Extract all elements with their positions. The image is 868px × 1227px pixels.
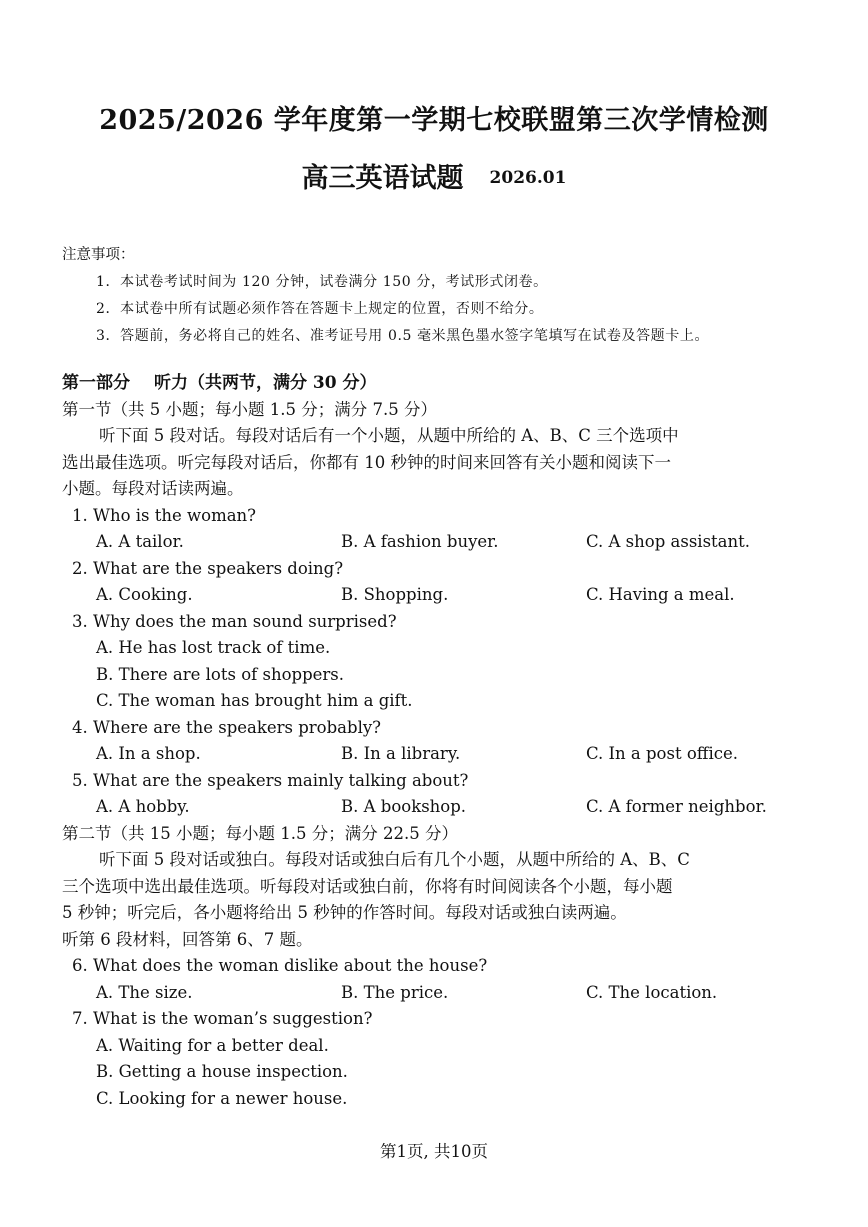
section2-instruction: 5 秒钟；听完后，各小题将给出 5 秒钟的作答时间。每段对话或独白读两遍。 (62, 903, 627, 922)
exam-date: 2026.01 (489, 168, 567, 188)
note-item: 1．本试卷考试时间为 120 分钟，试卷满分 150 分，考试形式闭卷。 (96, 274, 548, 290)
notes-block (62, 242, 709, 350)
question-2: 2. What are the speakers doing? (72, 558, 344, 578)
option-a: A. Cooking. (96, 585, 193, 604)
exam-subtitle: 高三英语试题 (301, 163, 464, 194)
option-b: B. A fashion buyer. (341, 532, 499, 551)
exam-body (62, 370, 806, 1112)
option-c: C. The woman has brought him a gift. (96, 691, 413, 710)
option-b: B. Getting a house inspection. (96, 1062, 348, 1081)
exam-title: 2025/2026 学年度第一学期七校联盟第三次学情检测 (99, 105, 769, 136)
note-item: 2．本试卷中所有试题必须作答在答题卡上规定的位置，否则不给分。 (96, 301, 544, 317)
section1-instruction: 选出最佳选项。听完每段对话后，你都有 10 秒钟的时间来回答有关小题和阅读下一 (62, 452, 671, 472)
option-b: B. There are lots of shoppers. (96, 664, 344, 684)
question-2-options (62, 582, 806, 609)
note-item: 3．答题前，务必将自己的姓名、准考证号用 0.5 毫米黑色墨水签字笔填写在试卷及答题卡上。 (96, 328, 710, 344)
notes-heading: 注意事项： (62, 247, 135, 263)
section1-instruction: 听下面 5 段对话。每段对话后有一个小题，从题中所给的 A、B、C 三个选项中 (99, 426, 679, 445)
option-a: A. A hobby. (96, 797, 190, 816)
part1-title: 听力（共两节，满分 30 分） (154, 373, 377, 393)
option-a: A. A tailor. (96, 532, 184, 551)
question-6-options (62, 980, 806, 1007)
question-5-options (62, 794, 806, 821)
question-5: 5. What are the speakers mainly talking about? (72, 770, 469, 790)
part1-heading (62, 370, 806, 397)
exam-subtitle-row (0, 156, 868, 195)
option-a: A. In a shop. (96, 744, 201, 763)
question-6: 6. What does the woman dislike about the house? (72, 956, 488, 975)
option-a: A. Waiting for a better deal. (96, 1035, 329, 1055)
page-number: 第1页, 共10页 (380, 1142, 488, 1161)
option-c: C. In a post office. (586, 744, 739, 763)
question-4-options (62, 741, 806, 768)
section2-instruction: 三个选项中选出最佳选项。听每段对话或独白前，你将有时间阅读各个小题，每小题 (62, 876, 673, 896)
part1-label: 第一部分 (62, 373, 130, 393)
material-6-note: 听第 6 段材料，回答第 6、7 题。 (62, 929, 313, 949)
question-1: 1. Who is the woman? (72, 505, 257, 525)
option-c: C. A former neighbor. (586, 797, 767, 816)
option-c: C. Looking for a newer house. (96, 1088, 348, 1108)
option-c: C. A shop assistant. (586, 532, 751, 551)
section1-heading: 第一节（共 5 小题；每小题 1.5 分；满分 7.5 分） (62, 399, 437, 419)
option-c: C. Having a meal. (586, 585, 735, 604)
question-7: 7. What is the woman’s suggestion? (72, 1009, 373, 1028)
question-1-options (62, 529, 806, 556)
section2-instruction: 听下面 5 段对话或独白。每段对话或独白后有几个小题，从题中所给的 A、B、C (99, 850, 690, 869)
question-3: 3. Why does the man sound surprised? (72, 611, 397, 631)
option-a: A. The size. (96, 982, 193, 1002)
question-4: 4. Where are the speakers probably? (72, 717, 382, 737)
option-c: C. The location. (586, 982, 718, 1002)
option-a: A. He has lost track of time. (96, 638, 331, 657)
section2-heading: 第二节（共 15 小题；每小题 1.5 分；满分 22.5 分） (62, 823, 458, 843)
option-b: B. A bookshop. (341, 797, 467, 816)
option-b: B. In a library. (341, 744, 461, 763)
option-b: B. Shopping. (341, 585, 449, 604)
option-b: B. The price. (341, 982, 449, 1002)
section1-instruction: 小题。每段对话读两遍。 (62, 479, 244, 498)
